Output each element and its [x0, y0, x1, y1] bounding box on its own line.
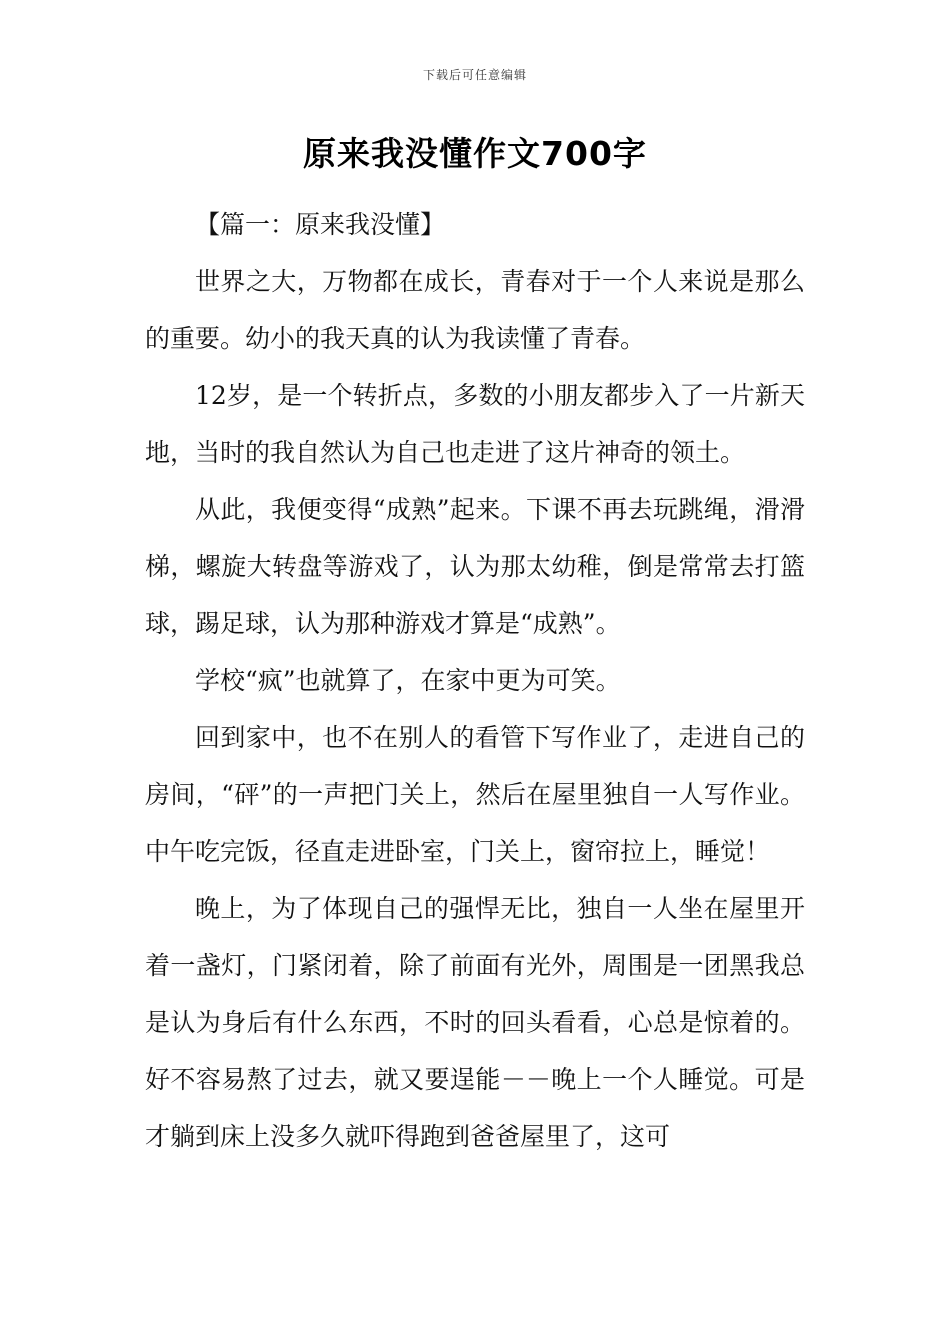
paragraph-1: 世界之大，万物都在成长，青春对于一个人来说是那么的重要。幼小的我天真的认为我读懂了青春。: [145, 267, 805, 353]
document-body: [145, 196, 805, 1165]
header-note: 下载后可任意编辑: [422, 68, 527, 82]
section-heading: 【篇一：原来我没懂】: [195, 210, 446, 239]
paragraph-2: 12岁，是一个转折点，多数的小朋友都步入了一片新天地，当时的我自然认为自己也走进了这片神奇的领土。: [145, 381, 805, 467]
paragraph-3: 从此，我便变得“成熟”起来。下课不再去玩跳绳，滑滑梯，螺旋大转盘等游戏了，认为那太幼稚，倒是常常去打篮球，踢足球，认为那种游戏才算是“成熟”。: [145, 495, 805, 638]
paragraph-6: 晚上，为了体现自己的强悍无比，独自一人坐在屋里开着一盏灯，门紧闭着，除了前面有光外，周围是一团黑我总是认为身后有什么东西，不时的回头看看，心总是惊着的。好不容易熬了过去，就又要逞能－－晚上一个人睡觉。可是才躺到床上没多久就吓得跑到爸爸屋里了，这可: [145, 894, 805, 1151]
paragraph-4: 学校“疯”也就算了，在家中更为可笑。: [195, 666, 621, 695]
page-title: 原来我没懂作文700字: [303, 134, 647, 173]
paragraph-5: 回到家中，也不在别人的看管下写作业了，走进自己的房间，“砰”的一声把门关上，然后在屋里独自一人写作业。中午吃完饭，径直走进卧室，门关上，窗帘拉上，睡觉！: [145, 723, 805, 866]
